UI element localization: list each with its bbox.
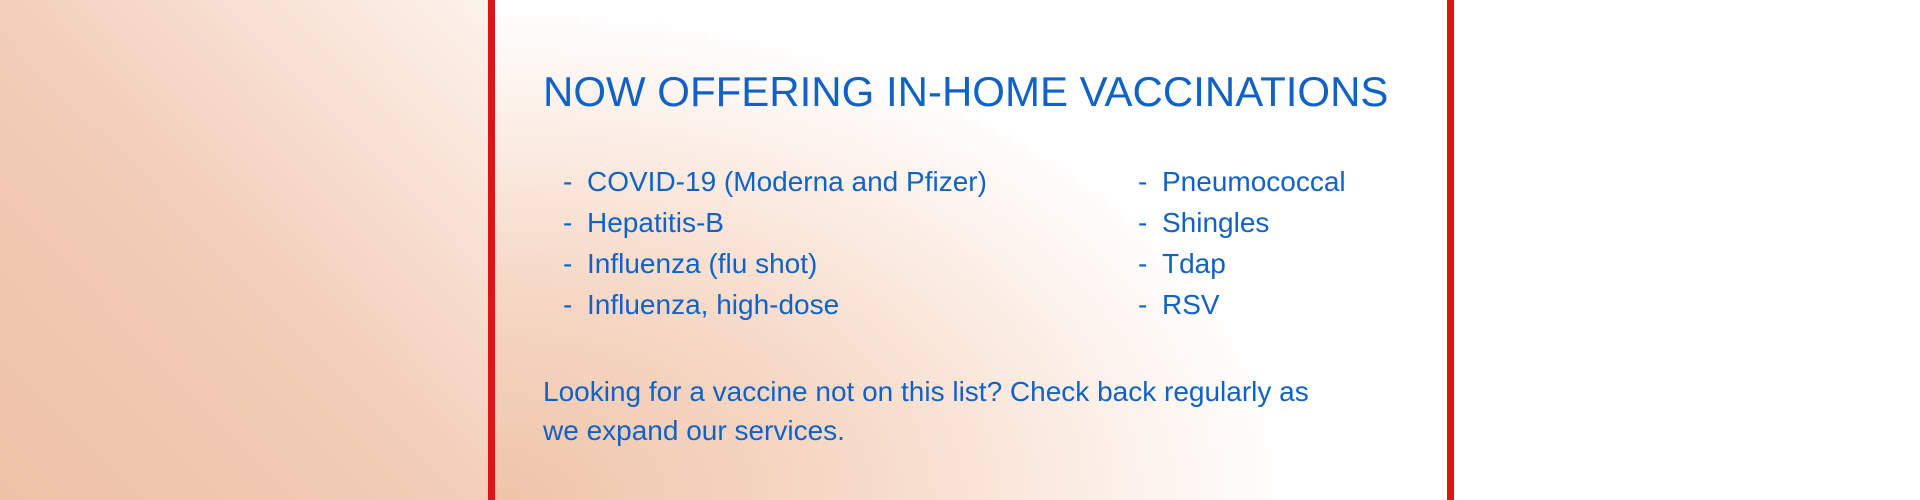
vaccine-name: Influenza (flu shot) bbox=[587, 248, 818, 279]
note-line-1: Looking for a vaccine not on this list? Check back regularly as bbox=[543, 376, 1309, 407]
vaccine-name: Tdap bbox=[1162, 248, 1226, 279]
vaccine-name: Influenza, high-dose bbox=[587, 289, 840, 320]
vaccine-name: COVID-19 (Moderna and Pfizer) bbox=[587, 166, 987, 197]
vaccine-list-item bbox=[563, 243, 987, 284]
vaccine-list-item bbox=[1138, 202, 1346, 243]
vaccine-list-item bbox=[563, 202, 987, 243]
vaccine-list-item bbox=[1138, 243, 1346, 284]
vaccine-name: Hepatitis-B bbox=[587, 207, 724, 238]
bullet-dash: - bbox=[1138, 289, 1148, 320]
vaccine-list-item bbox=[563, 161, 987, 202]
red-divider-right bbox=[1447, 0, 1454, 500]
vaccine-list-right bbox=[1138, 161, 1346, 325]
vaccine-name: Pneumococcal bbox=[1162, 166, 1346, 197]
note-text bbox=[543, 372, 1309, 450]
vaccine-name: Shingles bbox=[1162, 207, 1270, 238]
bullet-dash: - bbox=[1138, 207, 1148, 238]
red-divider-left bbox=[488, 0, 495, 500]
peach-gradient-background bbox=[0, 0, 488, 500]
vaccine-list-left bbox=[563, 161, 987, 325]
note-line-2: we expand our services. bbox=[543, 415, 845, 446]
vaccine-list-item bbox=[1138, 161, 1346, 202]
vaccination-info-panel bbox=[495, 0, 1447, 500]
vaccine-list-item bbox=[563, 284, 987, 325]
bullet-dash: - bbox=[1138, 248, 1148, 279]
bullet-dash: - bbox=[563, 248, 573, 279]
bullet-dash: - bbox=[563, 289, 573, 320]
bullet-dash: - bbox=[563, 166, 573, 197]
banner-title: NOW OFFERING IN-HOME VACCINATIONS bbox=[543, 68, 1389, 115]
vaccine-name: RSV bbox=[1162, 289, 1220, 320]
vaccine-list-item bbox=[1138, 284, 1346, 325]
bullet-dash: - bbox=[1138, 166, 1148, 197]
bullet-dash: - bbox=[563, 207, 573, 238]
